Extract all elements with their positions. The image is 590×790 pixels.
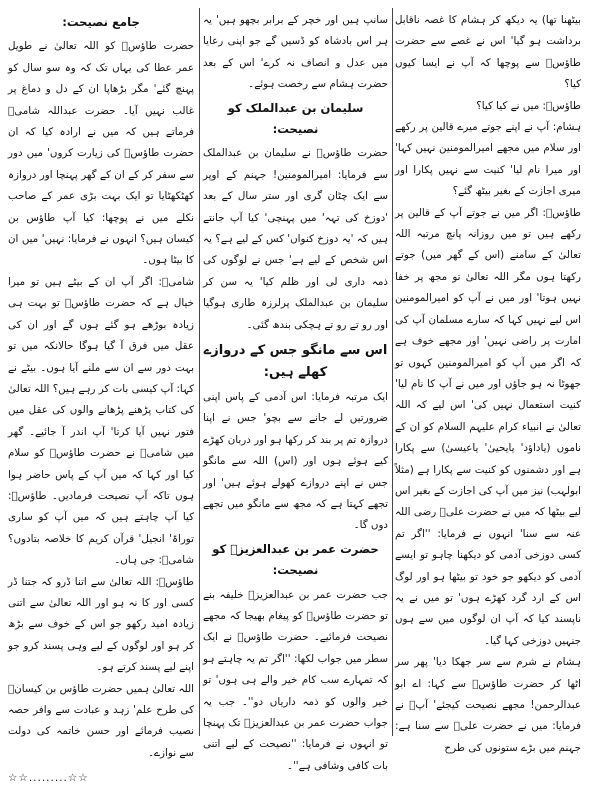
paragraph: طاؤسؒ: اللہ تعالیٰ سے اتنا ڈرو کہ جتنا ڈر کسی اور کا نہ ہو اور اللہ تعالیٰ سے اتنی زیادہ امید رکھو جو اس کے خوف سے بڑھ کر ہو اور لوگوں کے لیے وہی پسند کرو جو اپنے لیے پسند کرتے ہو۔ (8, 575, 194, 674)
paragraph: شامیؒ: اگر آپ ان کے بیٹے ہیں تو میرا خیال ہے کہ حضرت طاؤسؒ تو بہت ہی زیادہ بوڑھے ہو گئے ہوں گے اور ان کی عقل میں فرق آ گیا ہوگا حالانکہ میں تو بہت دور سے ان سے ملنے آیا ہوں۔ بیٹے نے کہا: آپ کیسی بات کر رہے ہیں؟ اللہ تعالیٰ کی کتاب پڑھنے پڑھانے والوں کی عقل میں فتور نہیں آیا کرتا' آپ اندر آ جائیے۔ گھر میں شامیؒ نے حضرت طاؤسؒ کو سلام کیا اور کہا کہ میں آپ کے پاس حاضر ہوا ہوں تاکہ آپ نصیحت فرمادیں۔ طاؤسؒ: کیا آپ چاہتے ہیں کہ میں آپ کو ساری توراۃ' انجیل' قرآن کریم کا خلاصہ بتادوں؟ شامیؒ: جی ہاں۔ (8, 275, 194, 567)
paragraph: طاؤسؒ: میں نے کیا کیا؟ (476, 99, 581, 112)
column-divider (199, 8, 200, 736)
paragraph: حضرت طاؤسؒ کو اللہ تعالیٰ نے طویل عمر عطا کی یہاں تک کہ وہ سو سال کو پہنچ گئے' مگر بڑھاپا ان کے دل و دماغ پر غالب نہیں آیا۔ حضرت عبداللہ شامیؒ فرماتے ہیں کہ میں نے ارادہ کیا کہ ان حضرت طاؤسؒ کی زیارت کروں' میں دور سے سفر کر کے ان کے گھر پہنچا اور دروازہ کھٹکھٹایا تو ایک بہت بڑی عمر کے صاحب نکلے میں نے پوچھا: کیا آپ طاؤس بن کیسان ہیں؟ انہوں نے فرمایا: نہیں' میں ان کا بیٹا ہوں۔ (8, 40, 194, 267)
paragraph: حضرت طاؤسؒ نے سلیمان بن عبدالملک سے فرمایا: امیرالمومنین! جہنم کے اوپر سے ایک چٹان گری اور ستر سال کے بعد 'دوزخ کی تہہ' میں پہنچی' کیا آپ جانتے ہیں کہ 'یہ دوزخ کنواں' کس کے لیے ہے؟ یہ اس شخص کے لیے ہے' جس نے لوگوں کی ذمہ داری لی اور ظلم کیا' یہ سن کر سلیمان بن عبدالملک پرلرزہ طاری ہوگیا اور رو تے رو تے ہچکی بندھ گئی۔ (203, 147, 388, 331)
paragraph: بیٹھنا تھا) یہ دیکھ کر ہشام کا غصہ ناقابل برداشت ہو گیا' اس نے غصے سے حضرت طاؤسؒ سے پوچھا کہ آپ نے ایسا کیوں کیا؟ (395, 14, 581, 91)
column-middle (203, 10, 388, 772)
paragraph: ہشام نے شرم سے سر جھکا دیا' پھر سر اٹھا کر حضرت طاؤسؒ سے کہا: اے ابو عبدالرحمن! مجھے نصیحت کیجئے' آپؒ نے فرمایا: میں نے حضرت علیؓ سے سنا ہے: جہنم میں بڑے ستونوں کی طرح (395, 656, 581, 754)
section-heading: حضرت عمر بن عبدالعزیزؒ کو نصیحت: (212, 541, 379, 578)
paragraph: سانپ ہیں اور خچر کے برابر بچھو ہیں' یہ ہر اس بادشاہ کو ڈسیں گے جو اپنی رعایا میں عدل و انصاف نہ کرے' اس کے بعد حضرت ہشام سے رخصت ہوئے۔ (203, 14, 388, 91)
end-ornament: ☆☆.........☆☆ (8, 772, 89, 785)
paragraph: اللہ تعالیٰ ہمیں حضرت طاؤس بن کیسانؒ کی طرح علم' زہد و عبادت سے وافر حصہ نصیب فرمائے اور حسن خاتمہ کی دولت سے نوازے۔ (8, 682, 194, 759)
section-heading: جامع نصیحت: (62, 15, 140, 29)
paragraph: ایک مرتبہ فرمایا: اس آدمی کے پاس اپنی ضرورتیں لے جانے سے بچو' جس نے اپنا دروازہ تم پر بند کر رکھا ہو اور دربان کھڑے کیے ہوئے ہوں اور (اس) اللہ سے مانگو جس نے اپنے دروازے کھولے ہوئے ہیں' اور تجھے کہتا ہے کہ مجھ سے مانگو میں تجھے دوں گا۔ (203, 390, 388, 532)
section-heading: سلیمان بن عبدالملک کو نصیحت: (227, 100, 364, 137)
paragraph: جب حضرت عمر بن عبدالعزیزؒ خلیفہ بنے تو حضرت طاؤسؒ کو پیغام بھیجا کہ مجھے نصیحت فرمائیے۔ حضرت طاؤسؒ نے ایک سطر میں جواب لکھا: ''اگر تم یہ چاہتے ہو کہ تمہارے سب کام خیر والے ہی ہوں' تو خیر والوں کو ذمہ داریاں دو''۔ جب یہ جواب حضرت عمر بن عبدالعزیزؒ تک پہنچا تو انہوں نے فرمایا: ''نصیحت کے لیے اتنی بات کافی وشافی ہے''۔ (203, 588, 388, 772)
paragraph: طاؤسؒ: اگر میں نے جوتے آپ کے قالین پر رکھے ہیں تو میں روزانہ پانچ مرتبہ اللہ تعالیٰ کے سامنے (اس کے گھر میں) جوتے رکھتا ہوں مگر اللہ تعالیٰ تو مجھ پر خفا نہیں ہوتا' اور میں نے آپ کو امیرالمومنین اس لیے نہیں کہا کہ سارے مسلمان آپ کی امارت پر راضی نہیں' اور مجھے خوف ہے کہ اگر میں آپ کو امیرالمومنین کہوں تو جھوٹا نہ ہو جاؤں اور میں نے آپ کا نام لیا' کنیت استعمال نہیں کی' اس لیے کہ اللہ تعالیٰ نے انبیاء کرام علیہم السلام کو ان کے ناموں (یاداؤد' یایحییٰ' یاعیسیٰ) سے پکارا ہے اور دشمنوں کو کنیت سے پکارا ہے (مثلاً ابولہب) نیز میں آپ کی اجازت کے بغیر اس لیے بیٹھا کہ میں نے حضرت علیؓ رضی اللہ عنہ سے سنا' انہوں نے فرمایا: ''اگر تم کسی دوزخی آدمی کو دیکھنا چاہو تو ایسے آدمی کو دیکھو جو خود تو بیٹھا ہو اور لوگ اس کے ارد گرد کھڑے ہوں' تو میں نے یہ ناپسند کیا کہ آپ ان لوگوں میں سے ہوں جنہیں دوزخی کہا گیا۔ (395, 206, 581, 647)
column-left (8, 10, 194, 785)
column-right (395, 10, 581, 754)
paragraph: ہشام: آپ نے اپنے جوتے میرے قالین پر رکھے اور سلام میں مجھے امیرالمومنین نہیں کہا' اور میرا نام لیا' کنیت سے نہیں پکارا اور میری اجازت کے بغیر بیٹھ گئے؟ (395, 121, 581, 198)
column-divider (392, 8, 393, 736)
section-heading: اس سے مانگو جس کے دروازے کھلے ہیں: (203, 343, 388, 380)
